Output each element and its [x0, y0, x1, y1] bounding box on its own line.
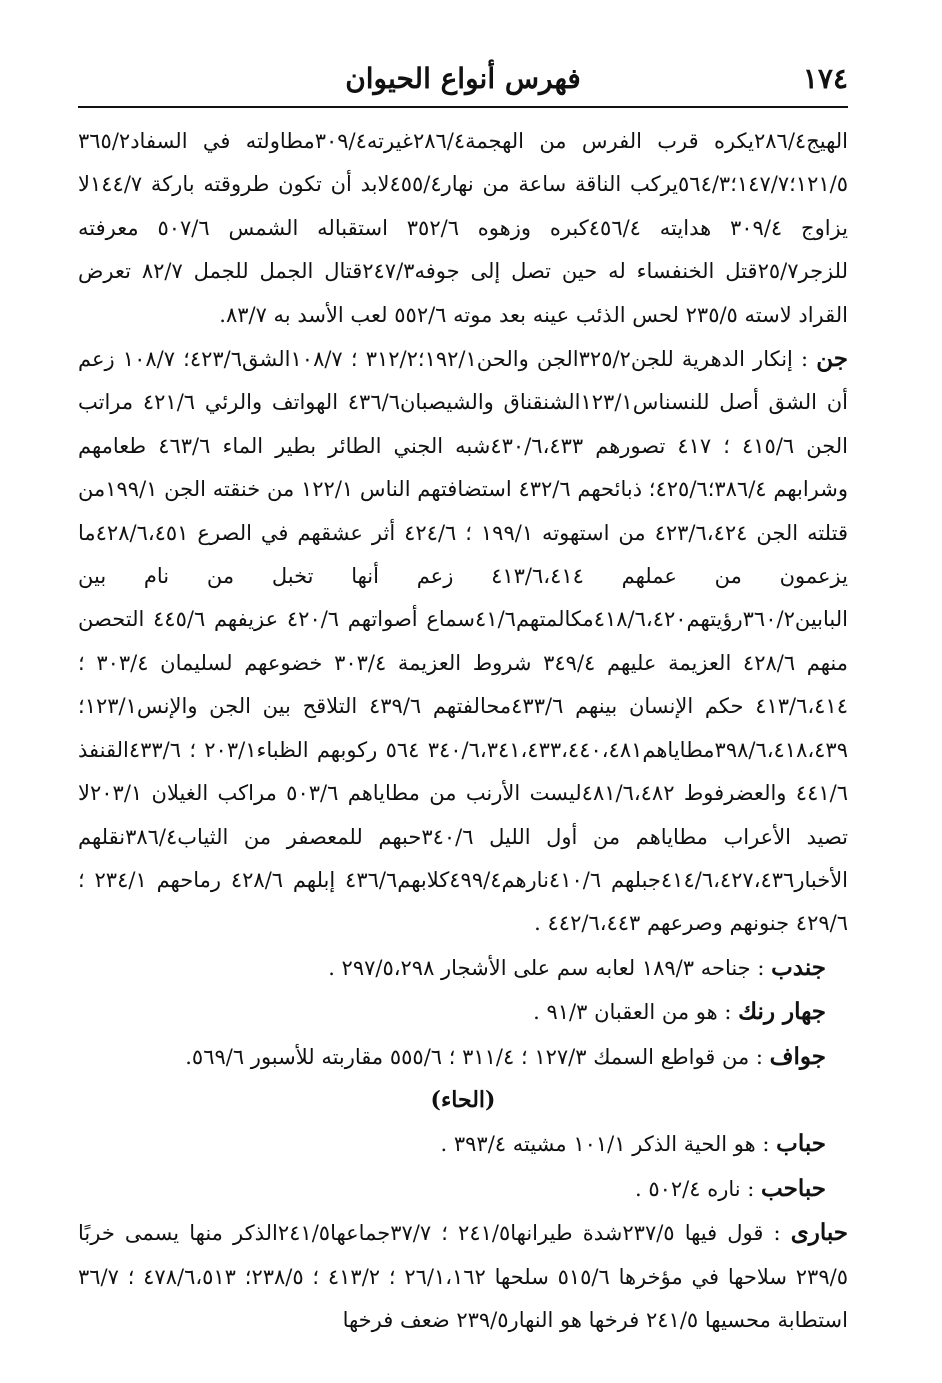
- running-title: فهرس أنواع الحيوان: [345, 62, 581, 95]
- entry-term: جن: [816, 345, 848, 373]
- entry-jahar-rank: [78, 990, 848, 1034]
- index-body: [78, 120, 848, 1342]
- entry-text: : هو الحية الذكر ١٠١/١ مشيته ٣٩٣/٤ .: [440, 1132, 770, 1157]
- entry-jawaf: [78, 1035, 848, 1079]
- entry-text: : جناحه ١٨٩/٣ لعابه سم على الأشجار ٢٩٧/٥،٢٩٨ .: [328, 955, 765, 980]
- entry-term: حباحب: [761, 1174, 826, 1202]
- entry-text: : قول فيها ٢٣٧/٥شدة طيرانها٢٤١/٥ ؛ ٣٧/٧جماعها٢٤١/٥الذكر منها يسمى خربًا ٢٣٩/٥ سلاحها في مؤخرها ٥١٥/٦ سلحها ٢٦/١،١٦٢ ؛ ٤١٣/٢ ؛ ٢٣٨/٥؛ ٤٧٨/٦،٥١٣ ؛ ٣٦/٧ استطابة محسيها ٢٤١/٥ فرخها هو النهار٢٣٩/٥ ضعف فرخها: [78, 1221, 848, 1332]
- page-header: [78, 58, 848, 108]
- entry-term: جهار رنك: [738, 998, 826, 1026]
- entry-term: حباب: [776, 1130, 826, 1158]
- entry-hubahib: [78, 1167, 848, 1211]
- entry-jundub: [78, 946, 848, 990]
- entry-jinn: [78, 337, 848, 946]
- entry-hubara: [78, 1211, 848, 1342]
- entry-term: جواف: [769, 1042, 826, 1070]
- entry-text: : من قواطع السمك ١٢٧/٣ ؛ ٣١١/٤ ؛ ٥٥٥/٦ مقاربته للأسبور ٥٦٩/٦.: [185, 1044, 763, 1069]
- entry-term: حبارى: [790, 1219, 849, 1247]
- entry-continuation: [78, 120, 848, 337]
- entry-text: : إنكار الدهرية للجن٣٢٥/٢الجن والحن١٩٢/١؛٣١٢/٢ ؛ ١٠٨/٧الشق٤٢٣/٦؛ ١٠٨/٧ زعم أن الشق أصل للنسناس١٢٣/١الشنقناق والشيصبان٤٣٦/٦ الهواتف والرئي ٤٢١/٦ مراتب الجن ٤١٥/٦ ؛ ٤١٧ تصورهم ٤٣٠/٦،٤٣٣شبه الجني الطائر بطير الماء ٤٦٣/٦ طعامهم وشرابهم ٣٨٦/٤؛٤٢٥/٦؛ ذبائحهم ٤٣٢/٦ استضافتهم الناس ١٢٢/١ من خنقته الجن ١٩٩/١من قتلته الجن ٤٢٣/٦،٤٢٤ من استهوته ١٩٩/١ ؛ ٤٢٤/٦ أثر عشقهم في الصرع ٤٢٨/٦،٤٥١ما يزعمون من عملهم ٤١٣/٦،٤١٤ زعم أنها تخبل من نام بين البابين٣٦٠/٢رؤيتهم٤١٨/٦،٤٢٠مكالمتهم٤١/٦سماع أصواتهم ٤٢٠/٦ عزيفهم ٤٤٥/٦ التحصن منهم ٤٢٨/٦ العزيمة عليهم ٣٤٩/٤ شروط العزيمة ٣٠٣/٤ خضوعهم لسليمان ٣٠٣/٤ ؛ ٤١٣/٦،٤١٤ حكم الإنسان بينهم ٤٣٣/٦محالفتهم ٤٣٩/٦ التلاقح بين الجن والإنس١٢٣/١؛٣٩٨/٦،٤١٨،٤٣٩مطاياهم٣٤٠/٦،٣٤١،٤٣٣،٤٤٠،٤٨١ ٥٦٤ ركوبهم الظباء٢٠٣/١ ؛ ٤٣٣/٦القنفذ ٤٤١/٦ والعضرفوط ٤٨١/٦،٤٨٢ليست الأرنب من مطاياهم ٥٠٣/٦ مراكب الغيلان ٢٠٣/١لا تصيد الأعراب مطاياهم من أول الليل ٣٤٠/٦حبهم للمعصفر من الثياب٣٨٦/٤نقلهم الأخبار٤١٤/٦،٤٢٧،٤٣٦جبلهم ٤١٠/٦نارهم٤٩٩/٤كلابهم٤٣٦/٦ إبلهم ٤٢٨/٦ رماحهم ٢٣٤/١ ؛ ٤٢٩/٦ جنونهم وصرعهم ٤٤٢/٦،٤٤٣ .: [78, 347, 849, 936]
- entry-text: : هو من العقبان ٩١/٣ .: [533, 1000, 732, 1025]
- page-number: ١٧٤: [802, 62, 848, 95]
- entry-hubab: [78, 1122, 848, 1166]
- entry-text: : ناره ٥٠٢/٤ .: [634, 1176, 755, 1201]
- entry-text: الهيج٢٨٦/٤يكره قرب الفرس من الهجمة٢٨٦/٤غيرته٣٠٩/٤مطاولته في السفاد٣٦٥/٢ ١٢١/٥؛١٤٧/٧؛٥٦٤/٣يركب الناقة ساعة من نهار٤٥٥/٤لابد أن تكون طروقته باركة ١٤٤/٧لا يزاوج ٣٠٩/٤ هدايته ٤٥٦/٤كبره وزهوه ٣٥٢/٦ استقباله الشمس ٥٠٧/٦ معرفته للزجر٢٥/٧قتل الخنفساء له حين تصل إلى جوفه٢٤٧/٣قتال الجمل للجمل ٨٢/٧ تعرض القراد لاسته ٢٣٥/٥ لحس الذئب عينه بعد موته ٥٥٢/٦ لعب الأسد به ٨٣/٧.: [78, 129, 848, 327]
- section-heading: (الحاء): [430, 1086, 496, 1113]
- entry-term: جندب: [771, 953, 826, 981]
